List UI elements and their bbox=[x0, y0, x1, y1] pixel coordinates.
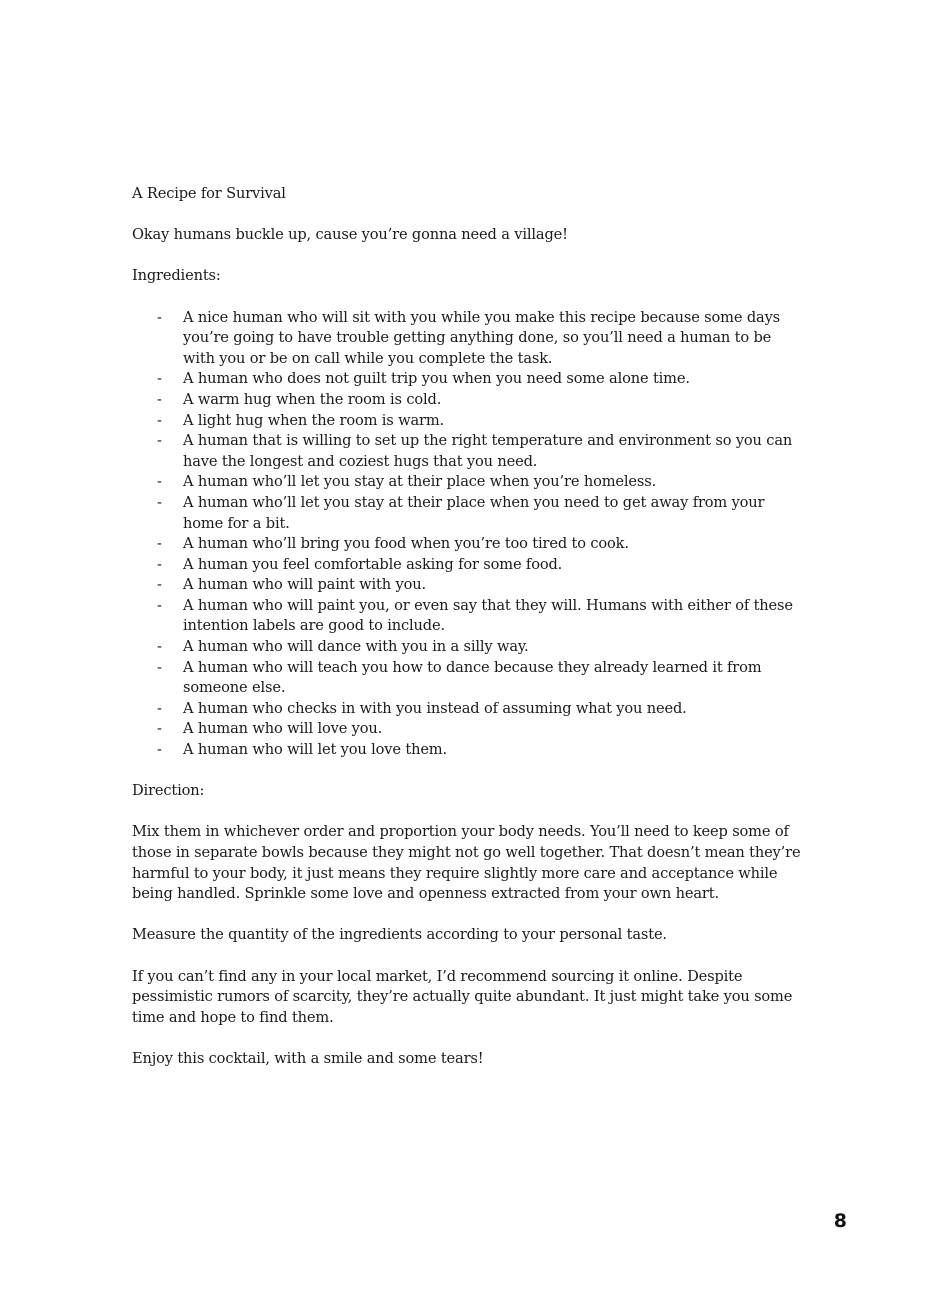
list-item bbox=[132, 431, 807, 472]
bullet-dash: - bbox=[157, 596, 162, 614]
ingredient-text: A human who will teach you how to dance because they already learned it from someone else. bbox=[183, 658, 762, 697]
ingredient-text: A light hug when the room is warm. bbox=[183, 411, 445, 429]
ingredient-text: A human who will paint you, or even say that they will. Humans with either of these intention labels are good to include. bbox=[183, 596, 793, 635]
ingredient-text: A human who will let you love them. bbox=[183, 741, 447, 759]
list-item bbox=[132, 719, 807, 740]
direction-paragraph: If you can’t find any in your local market, I’d recommend sourcing it online. Despite pessimistic rumors of scarcity, they’re actually quite abundant. It just might take you some time and hope to find them. bbox=[132, 967, 793, 1026]
list-item bbox=[132, 699, 807, 720]
bullet-dash: - bbox=[157, 699, 162, 717]
bullet-dash: - bbox=[157, 411, 162, 429]
ingredient-text: A human that is willing to set up the right temperature and environment so you can have the longest and coziest hugs that you need. bbox=[183, 432, 793, 470]
bullet-dash: - bbox=[157, 535, 162, 553]
ingredient-text: A human you feel comfortable asking for some food. bbox=[183, 555, 563, 573]
page-number: 8 bbox=[833, 1210, 847, 1232]
bullet-dash: - bbox=[157, 493, 162, 511]
bullet-dash: - bbox=[157, 741, 162, 759]
direction-paragraph: Mix them in whichever order and proportion your body needs. You’ll need to keep some of those in separate bowls because they might not go well together. That doesn’t mean they’re harmful to your body, it just means they require slightly more care and acceptance while being handled. Sprinkle some love and openness extracted from your own heart. bbox=[132, 823, 801, 903]
ingredient-text: A warm hug when the room is cold. bbox=[183, 390, 442, 408]
list-item bbox=[132, 411, 807, 432]
list-item bbox=[132, 390, 807, 411]
direction-paragraph: Measure the quantity of the ingredients according to your personal taste. bbox=[132, 926, 667, 944]
bullet-dash: - bbox=[157, 658, 162, 676]
ingredient-text: A human who will love you. bbox=[183, 720, 383, 738]
ingredients-heading: Ingredients: bbox=[132, 267, 221, 285]
ingredient-text: A human who will paint with you. bbox=[183, 576, 426, 594]
bullet-dash: - bbox=[157, 576, 162, 594]
bullet-dash: - bbox=[157, 720, 162, 738]
list-item bbox=[132, 658, 807, 699]
bullet-dash: - bbox=[157, 308, 162, 326]
ingredient-text: A human who will dance with you in a silly way. bbox=[183, 638, 529, 656]
ingredient-text: A human who checks in with you instead of assuming what you need. bbox=[183, 699, 687, 717]
list-item bbox=[132, 369, 807, 390]
direction-heading: Direction: bbox=[132, 782, 205, 800]
list-item bbox=[132, 555, 807, 576]
ingredient-text: A human who’ll bring you food when you’re too tired to cook. bbox=[183, 535, 629, 553]
list-item bbox=[132, 637, 807, 658]
list-item bbox=[132, 596, 807, 637]
list-item bbox=[132, 472, 807, 493]
list-item bbox=[132, 575, 807, 596]
bullet-dash: - bbox=[157, 390, 162, 408]
document-body bbox=[132, 184, 807, 1090]
ingredient-text: A human who does not guilt trip you when you need some alone time. bbox=[183, 370, 690, 388]
direction-paragraph: Enjoy this cocktail, with a smile and some tears! bbox=[132, 1049, 484, 1067]
document-title: A Recipe for Survival bbox=[132, 185, 286, 202]
bullet-dash: - bbox=[157, 473, 162, 491]
list-item bbox=[132, 493, 807, 534]
ingredient-text: A human who’ll let you stay at their place when you need to get away from your home for a bit. bbox=[183, 493, 765, 532]
list-item bbox=[132, 534, 807, 555]
ingredient-text: A human who’ll let you stay at their place when you’re homeless. bbox=[183, 473, 657, 491]
intro-text: Okay humans buckle up, cause you’re gonna need a village! bbox=[132, 226, 568, 244]
list-item bbox=[132, 740, 807, 761]
bullet-dash: - bbox=[157, 370, 162, 388]
ingredient-text: A nice human who will sit with you while you make this recipe because some days you’re going to have trouble getting anything done, so you’ll need a human to be with you or be on call while you complete the task. bbox=[183, 308, 780, 367]
list-item bbox=[132, 308, 807, 370]
bullet-dash: - bbox=[157, 432, 162, 450]
bullet-dash: - bbox=[157, 555, 162, 573]
ingredients-list bbox=[132, 308, 807, 761]
bullet-dash: - bbox=[157, 638, 162, 656]
